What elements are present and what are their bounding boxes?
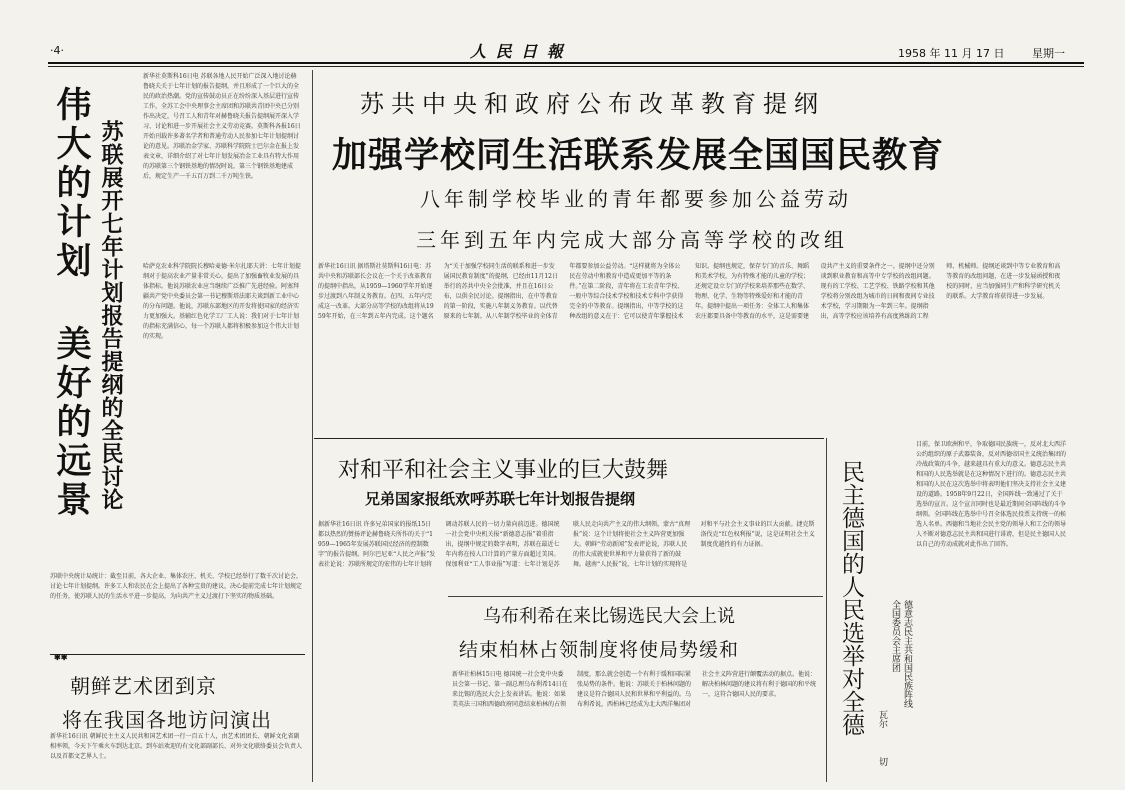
middle-section-rule (314, 438, 824, 439)
masthead-rule-bottom (48, 66, 1084, 67)
gdr-side-head-4: 切 (877, 757, 887, 766)
issue-weekday: 星期一 (1032, 47, 1065, 60)
left-bottom-text: 苏联中央统计局统计：截至目前，各大企业、集体农庄、机关、学校已经举行了数千次讨论会，讨论七年计划提纲。许多工人和农民在会上提出了各种宝贵的建议，决心提前完成七年计划规定的任务，使苏联人民的生活水平进一步提高，为向共产主义过渡打下坚实的物质基础。 (50, 573, 302, 600)
berlin-story-body: 新华社柏林15日电 德国统一社会党中央委员会第一书记、第一副总理乌布利希14日在来比锡的选民大会上发表讲话。他说：如果美英法三国和西德政府同意结束柏林的占领制度，那么就会创造一个有利于缓和国际紧张局势的条件。他说：苏联关于柏林问题的建议是符合德国人民和世界和平利益的。乌布利希说，西柏林已经成为北大西洋集团对社会主义阵营进行颠覆活动的据点。他说：解决柏林问题的建议将有利于德国的和平统一，这符合德国人民的要求。 (452, 671, 817, 708)
main-subheadline-2: 三年到五年内完成大部分高等学校的改组 (416, 228, 848, 252)
right-section-divider (826, 438, 827, 782)
peace-subheadline: 兄弟国家报纸欢呼苏联七年计划报告提纲 (365, 490, 636, 508)
gdr-headline: 民主德国的人民选举对全德 (838, 460, 864, 736)
left-big-title: 伟大的计划 美好的远景 (51, 86, 91, 520)
peace-story-body: 据新华社16日讯 许多兄弟国家的报纸15日都以热烈的赞扬评论赫鲁晓夫所作的关于“1959—1965年发展苏联国民经济的控制数字”的报告提纲。阿尔巴尼亚“人民之声报”发表社论说：苏联所规定的宏伟的七年计划将调动苏联人民的一切力量向前迈进。德国统一社会党中央机关报“新德意志报”着重指出，提纲中规定的数字表明，苏联在最近七年内将在按人口计算的产量方面超过美国。保加利亚“工人事业报”写道：七年计划是苏联人民走向共产主义的伟大纲领。蒙古“真理报”说：这个计划将使社会主义阵营更加强大。朝鲜“劳动新闻”发表评论说，苏联人民的伟大成就使世界和平力量获得了新的鼓舞。越南“人民报”说，七年计划的实现将是对和平与社会主义事业的巨大贡献。捷克斯洛伐克“红色权利报”说，这是证明社会主义制度优越性的有力证据。 (318, 521, 815, 568)
korea-story-title-1: 朝鲜艺术团到京 (70, 674, 217, 698)
gdr-side-head-2: 全国委员会主席团 (890, 600, 900, 672)
main-story-body: 新华社16日讯 据塔斯社莫斯科16日电：苏共中央和苏联部长会议在一个关于改革教育的提纲中指出，从1959—1960学年开始逐步过渡到八年制义务教育。在四、五年内完成这一改革。大部分高等学校的改组将从1959年开始，在三年到五年内完成。这个题名为“关于加强学校同生活的联系和进一步发展国民教育制度”的提纲，已经由11月12日举行的苏共中央全会批准，并且在16日公布，以供全民讨论。提纲指出，在中等教育的第一阶段，实施八年制义务教育。以代替原来的七年制。从八年制学校毕业的全体青年都要参加公益劳动。“这样就将为全体公民在劳动中和教育中造成更加平等的条件。”在第二阶段，青年将在工农青年学校、一般中等综合技术学校和技术专科中学获得完全的中等教育。提纲指出，中等学校的这种改组的意义在于：它可以使青年掌握技术知识。提纲也规定，保存专门的音乐、舞蹈和美术学校，为有特殊才能的儿童的学校；还规定设立专门的学校来培养那些在数学、物理、化学、生物等特殊爱好和才能的青年。提纲中提出一项任务：全体工人和集体农庄都要具备中等教育的水平，这是需要建设共产主义的重要条件之一。提纲中还分别谈到职业教育和高等中专学校的改组问题。现有的工学校、工艺学校、铁路学校和其他学校将分别改组为城市的日间和夜间专业技术学校，学习期限为一年到三年。提纲指出，高等学校应该培养有高度熟练的工程师、机械师。提纲还谈到中等专业教育和高等教育的改组问题，在进一步发展函授和夜校的同时，应当加强同生产和科学研究机关的联系。大学教育将获得进一步发展。 (318, 263, 1061, 320)
gdr-story-body: 目前，保卫欧洲和平，争取德国民族统一，反对北大西洋公约组织的原子武器装备，反对西德帝国主义统治集团的冷战政策的斗争，越来越具有重大的意义。德意志民主共和国的人民选举就是在这种情况下进行的。德意志民主共和国的人民在这次选举中将表明他们坚决支持社会主义建设的道路。1958年9月22日，全国阵线一致通过了关于选举的宣言。这个宣言同时也是最近期间全国阵线的斗争纲领。全国阵线在选举中号召全体选民投票支持统一的候选人名单。西德和当地社会民主党的领导人和工会的领导人不断对德意志民主共和国进行诽谤，但是民主德国人民以自己的劳动成就对此作出了回答。 (916, 441, 1066, 548)
left-lower-text: 哈萨克农业科学院院长穆哈麦德·米尔扎耶夫讲：七年计划提纲对于提高农业产量非常关心，提出了加强畜牧业发展的具体指标。他说苏联农业应当继续广泛推广先进经验。阿塞拜疆共产党中央委员会第一书记穆斯塔法耶夫谈到新工业中心的分布问题。他说，苏联东部地区的开发将使国家的经济实力更加强大。基辅红色化学工厂工人说：我们对于七年计划的指标充满信心，每一个苏联人都将积极参加这个伟大计划的实现。 (143, 263, 301, 340)
main-kicker: 苏共中央和政府公布改革教育提纲 (360, 90, 825, 118)
korea-story-title-2: 将在我国各地访问演出 (62, 708, 272, 732)
newspaper-name: 人 民 日 報 (470, 42, 565, 61)
korea-story-rule (50, 654, 305, 655)
left-lead-text: 新华社莫斯科16日电 苏联各地人民开始广泛深入地讨论赫鲁晓夫关于七年计划的报告提纲，并且形成了一个巨大的全民的政治热潮。党的宣传鼓动员正在纷纷深入基层进行宣传工作，全苏工会中央理事会主席团和苏联共青团中央已分别作出决定，号召工人和青年对赫鲁晓夫报告提纲展开深入学习、讨论和进一步开展社会主义劳动竞赛。莫斯科各报16日开始刊载许多著名学者和普通劳动人民参加七年计划提纲讨论的意见。苏联冶金学家、苏联科学院院士巴尔金在报上发表文章，详细介绍了对七年计划发展冶金工业具有特大作用的苏联第三个钢铁基地的情况时说，第三个钢铁基地建成后，规定生产一千五百万到二千万吨生铁。 (143, 73, 301, 180)
main-headline: 加强学校同生活联系发展全国国民教育 (332, 136, 945, 176)
korea-story-text: 新华社16日讯 朝鲜民主主义人民共和国艺术团一行一百五十人，由艺术团团长、朝鲜文化省副相率领，今天下午乘火车到达北京。到车站欢迎的有文化部副部长、对外文化联络委员会负责人以及首都文艺界人士。 (50, 733, 302, 760)
gdr-side-head-3: 瓦尔 (877, 710, 887, 728)
berlin-headline-1: 乌布利希在来比锡选民大会上说 (483, 606, 735, 627)
berlin-headline-2: 结束柏林占领制度将使局势缓和 (459, 639, 740, 661)
page-number: ·4· (50, 44, 64, 57)
left-subtitle: 苏联展开七年计划报告提纲的全民讨论 (98, 120, 123, 511)
masthead-rule-top (48, 62, 1084, 64)
gdr-side-head-1: 德意志民主共和国民族阵线 (902, 600, 912, 708)
peace-headline: 对和平和社会主义事业的巨大鼓舞 (338, 458, 669, 483)
main-subheadline-1: 八年制学校毕业的青年都要参加公益劳动 (420, 187, 852, 211)
issue-date: 1958 年 11 月 17 日 (898, 47, 1005, 60)
korea-story-marker: ✱✱ (54, 652, 68, 662)
